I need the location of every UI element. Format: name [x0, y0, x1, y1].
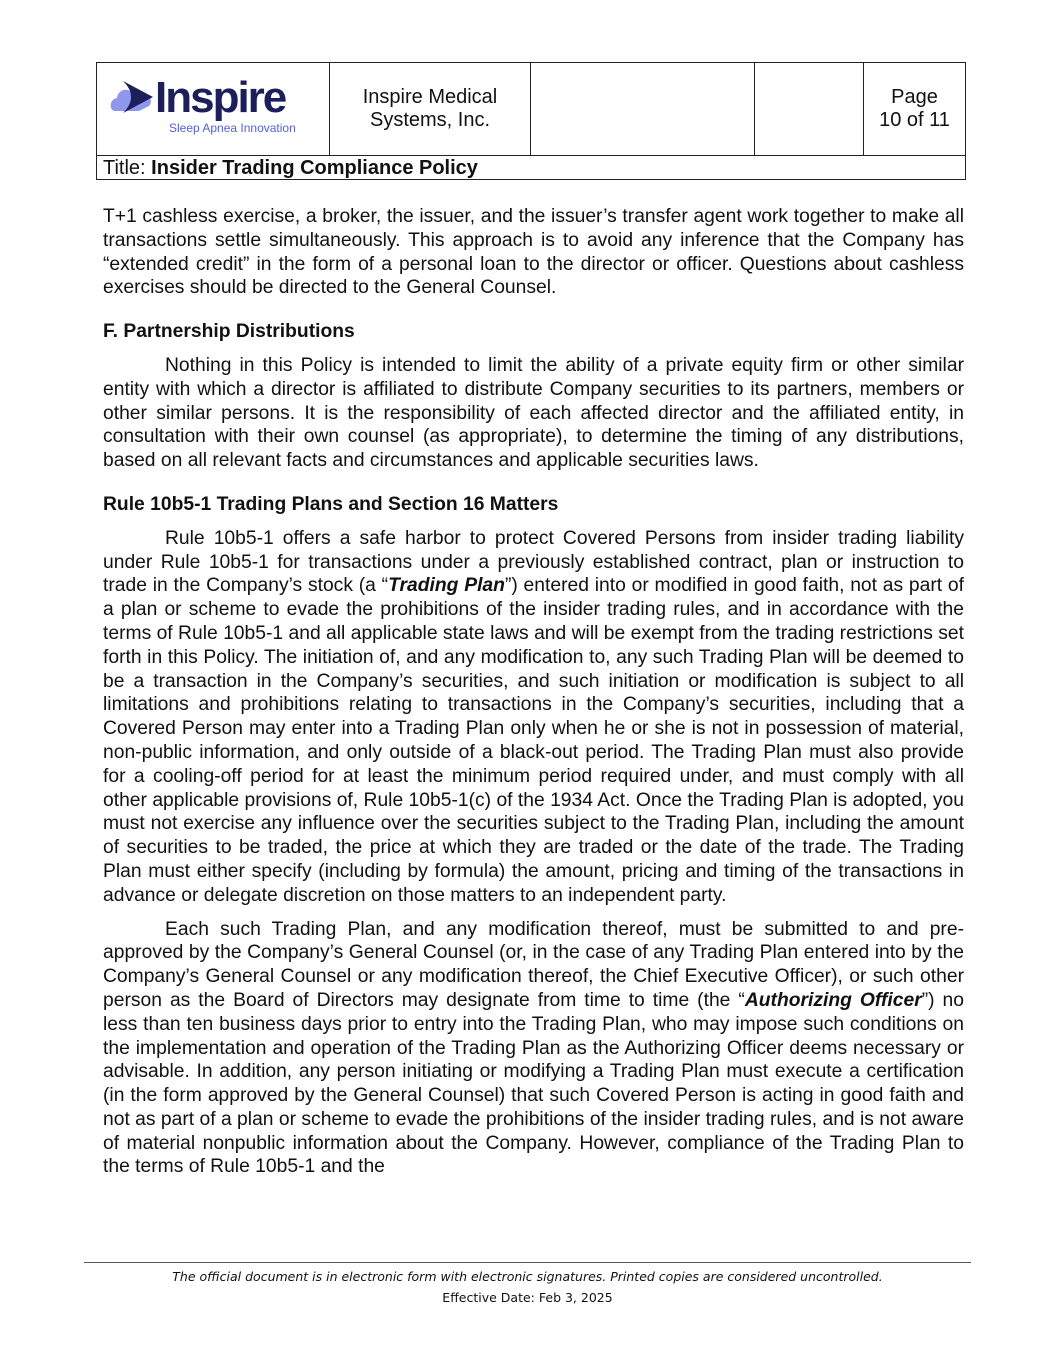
page-number: 10 of 11 — [879, 109, 950, 131]
empty-cell-2 — [755, 63, 864, 156]
page-number-cell — [864, 63, 966, 156]
defined-term-authorizing-officer: Authorizing Officer — [744, 989, 922, 1011]
logo-cell — [97, 63, 330, 156]
paragraph-preapproval — [103, 918, 964, 1180]
footer-notice: The official document is in electronic form with electronic signatures. Printed copies are considered uncontrolled. — [172, 1269, 883, 1284]
page-label: Page — [891, 86, 938, 108]
title-label: Title: — [103, 156, 146, 179]
logo-tagline: Sleep Apnea Innovation — [169, 121, 296, 135]
document-title: Insider Trading Compliance Policy — [151, 156, 478, 179]
page-footer — [84, 1266, 971, 1308]
paragraph-partnership-distributions: Nothing in this Policy is intended to limit the ability of a private equity firm or other similar entity with which a director is affiliated to distribute Company securities to its partners, members or other similar persons. It is the responsibility of each affected director and the affiliated entity, in consultation with their own counsel (as appropriate), to determine the timing of any distributions, based on all relevant facts and circumstances and applicable securities laws. — [103, 354, 964, 472]
title-cell — [97, 156, 966, 180]
heading-partnership-distributions: F. Partnership Distributions — [103, 321, 355, 343]
footer-effective-date: Effective Date: Feb 3, 2025 — [442, 1290, 613, 1305]
defined-term-trading-plan: Trading Plan — [388, 575, 505, 597]
text-run: ”) entered into or modified in good faith, not as part of a plan or scheme to evade the prohibitions of the insider trading rules, and in accordance with the terms of Rule 10b5-1 and all applicable state laws and will be exempt from the trading restrictions set forth in this Policy. The initiation of, and any modification to, any such Trading Plan will be deemed to be a transaction in the Company’s securities, and such initiation or modification is subject to all limitations and prohibitions relating to transactions in the Company’s securities, including that a Covered Person may enter into a Trading Plan only when he or she is not in possession of material, non-public information, and only outside of a black-out period. The Trading Plan must also provide for a cooling-off period for at least the minimum period required under, and must comply with all other applicable provisions of, Rule 10b5-1(c) of the 1934 Act. Once the Trading Plan is adopted, you must not exercise any influence over the securities subject to the Trading Plan, including the amount of securities to be traded, the price at which they are traded or the date of the trade. The Trading Plan must either specify (including by formula) the amount, pricing and timing of the transactions in advance or delegate discretion on those matters to an independent party. — [103, 575, 965, 906]
company-name-cell — [330, 63, 531, 156]
logo-wordmark: Inspire — [155, 73, 286, 122]
document-header-table — [96, 62, 966, 180]
text-run: Rule 10b5-1 offers a safe harbor to protect Covered Persons from insider trading liability under Rule 10b5-1 for transactions under a previously established contract, plan or instruction to trade in the Company’s stock (a “ — [103, 527, 964, 597]
paragraph-trading-plans — [103, 527, 964, 908]
company-name-line1: Inspire Medical — [362, 86, 498, 108]
heading-rule-10b5-1: Rule 10b5-1 Trading Plans and Section 16 Matters — [103, 493, 559, 515]
company-name-line2: Systems, Inc. — [369, 109, 491, 131]
footer-divider — [84, 1262, 971, 1263]
empty-cell-1 — [531, 63, 755, 156]
cloud-icon — [109, 77, 161, 117]
paragraph-cashless-exercise: T+1 cashless exercise, a broker, the issuer, and the issuer’s transfer agent work together to make all transactions settle simultaneously. This approach is to avoid any inference that the Company has “extended credit” in the form of a personal loan to the director or officer. Questions about cashless exercises should be directed to the General Counsel. — [103, 206, 964, 299]
company-logo — [97, 63, 329, 155]
text-run: Each such Trading Plan, and any modification thereof, must be submitted to and pre-approved by the Company’s General Counsel (or, in the case of any Trading Plan entered into by the Company’s General Counsel or any modification thereof, the Chief Executive Officer), or such other person as the Board of Directors may designate from time to time (the “ — [103, 918, 964, 1011]
document-body — [103, 205, 964, 1179]
text-run: ”) no less than ten business days prior to entry into the Trading Plan, who may impose such conditions on the implementation and operation of the Trading Plan as the Authorizing Officer deems necessary or advisable. In addition, any person initiating or modifying a Trading Plan must execute a certification (in the form approved by the General Counsel) that such Covered Person is acting in good faith and not as part of a plan or scheme to evade the prohibitions of the insider trading rules, and is not aware of material nonpublic information about the Company. However, compliance of the Trading Plan to the terms of Rule 10b5-1 and the — [103, 989, 964, 1178]
